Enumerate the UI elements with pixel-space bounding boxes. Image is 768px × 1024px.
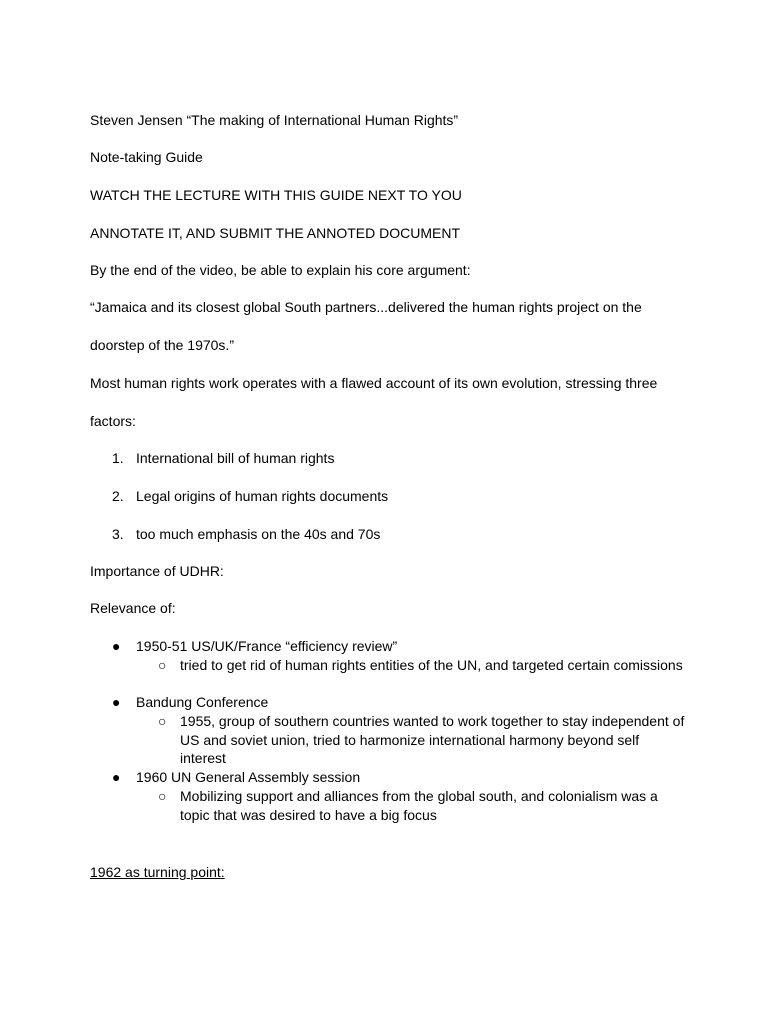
relevance-bullet (112, 768, 360, 787)
factor-item (112, 487, 388, 505)
relevance-label: Relevance of: (90, 600, 176, 616)
factor-text: too much emphasis on the 40s and 70s (136, 526, 381, 542)
bullet-dot-icon: ● (112, 769, 121, 785)
factor-number: 2. (112, 488, 124, 504)
sub-bullet-text: 1955, group of southern countries wanted to work together to stay independent of US and soviet union, tried to harmonize international harmony beyond self interest (180, 713, 685, 766)
factor-text: Legal origins of human rights documents (136, 488, 389, 504)
relevance-sub-bullet (158, 656, 688, 675)
bullet-circle-icon: ○ (158, 657, 167, 673)
relevance-bullet (112, 637, 397, 656)
udhr-label: Importance of UDHR: (90, 563, 224, 579)
sub-bullet-text: tried to get rid of human rights entities of the UN, and targeted certain comissions (180, 657, 683, 673)
argument-quote-line-2: doorstep of the 1970s.” (90, 337, 234, 353)
bullet-dot-icon: ● (112, 694, 121, 710)
bullet-text: 1950-51 US/UK/France “efficiency review” (136, 638, 398, 654)
factors-intro-line-1: Most human rights work operates with a flawed account of its own evolution, stressing three (90, 375, 658, 391)
bullet-circle-icon: ○ (158, 713, 167, 729)
factor-number: 1. (112, 450, 124, 466)
instruction-watch: WATCH THE LECTURE WITH THIS GUIDE NEXT TO YOU (90, 187, 462, 203)
bullet-dot-icon: ● (112, 638, 121, 654)
relevance-bullet (112, 693, 268, 712)
factor-item (112, 449, 334, 467)
factor-number: 3. (112, 526, 124, 542)
turning-point-heading: 1962 as turning point: (90, 864, 225, 880)
instruction-annotate: ANNOTATE IT, AND SUBMIT THE ANNOTED DOCUMENT (90, 225, 460, 241)
relevance-sub-bullet (158, 787, 688, 824)
document-title: Steven Jensen “The making of International Human Rights” (90, 112, 459, 128)
argument-quote-line-1: “Jamaica and its closest global South partners...delivered the human rights project on the (90, 299, 642, 315)
relevance-sub-bullet (158, 712, 688, 768)
bullet-text: Bandung Conference (136, 694, 269, 710)
factor-text: International bill of human rights (136, 450, 335, 466)
factor-item (112, 525, 380, 543)
bullet-text: 1960 UN General Assembly session (136, 769, 361, 785)
sub-bullet-text: Mobilizing support and alliances from the global south, and colonialism was a topic that was desired to have a big focus (180, 788, 658, 823)
argument-intro: By the end of the video, be able to explain his core argument: (90, 262, 471, 278)
bullet-circle-icon: ○ (158, 788, 167, 804)
document-subtitle: Note-taking Guide (90, 149, 203, 165)
factors-intro-line-2: factors: (90, 413, 136, 429)
